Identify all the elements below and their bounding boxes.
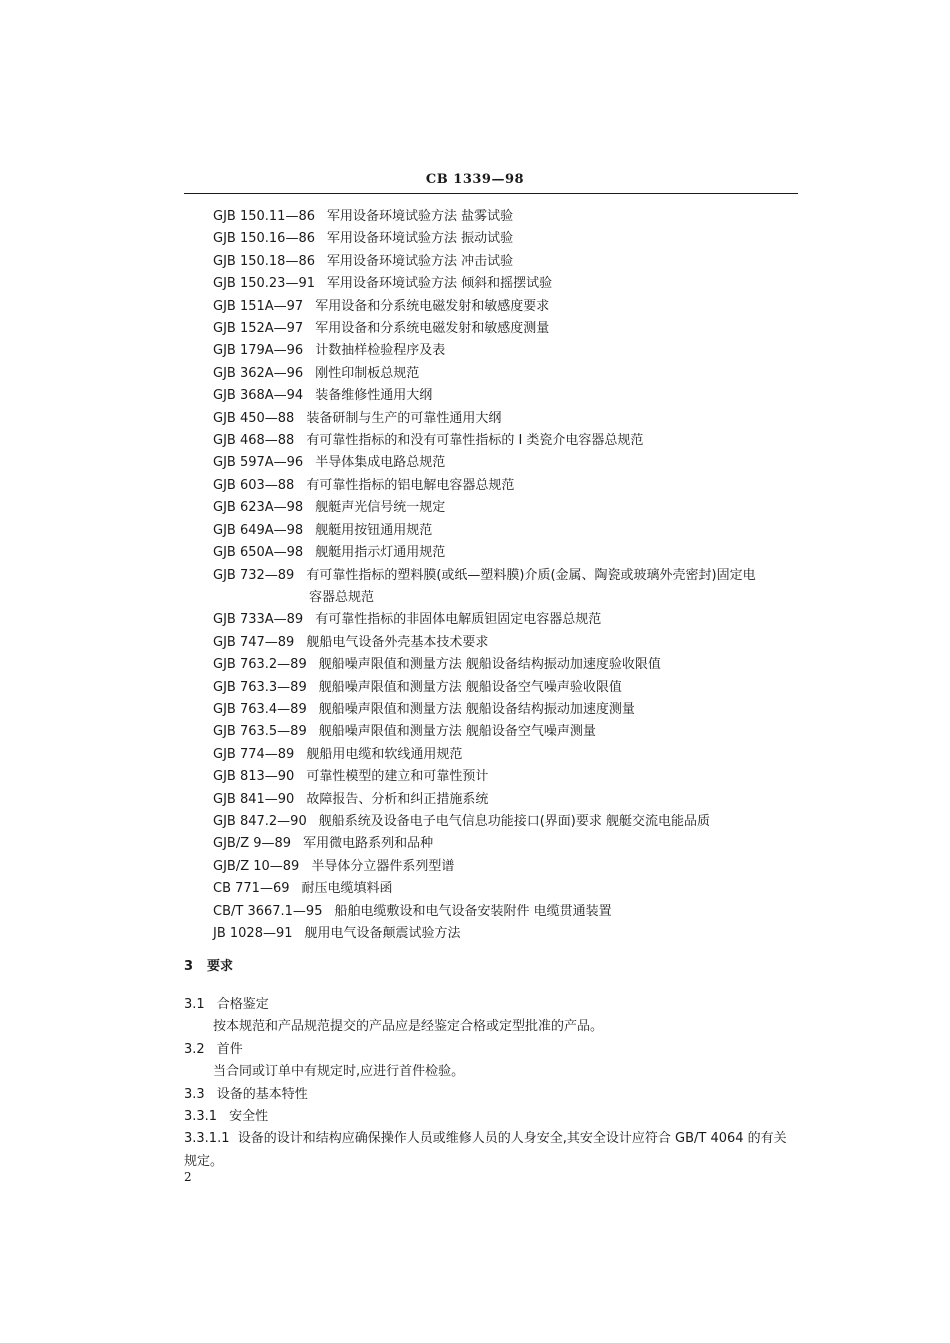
subsection-heading xyxy=(184,1084,804,1106)
clause-text: 设备的设计和结构应确保操作人员或维修人员的人身安全,其安全设计应符合 GB/T 4064 的有关规定。 xyxy=(184,1131,787,1169)
reference-code: GJB 649A—98 xyxy=(213,522,304,538)
reference-code: GJB 603—88 xyxy=(213,477,295,493)
reference-title: 军用微电路系列和品种 xyxy=(303,836,434,852)
reference-title: 舰艇用按钮通用规范 xyxy=(315,522,433,538)
reference-title: 半导体分立器件系列型谱 xyxy=(311,858,455,874)
reference-item xyxy=(213,475,803,497)
reference-code: GJB 150.11—86 xyxy=(213,209,315,224)
header-rule xyxy=(184,193,798,194)
subsection-title: 首件 xyxy=(216,1041,243,1057)
subsection-title: 安全性 xyxy=(229,1109,269,1125)
subsection-heading xyxy=(184,1106,804,1128)
reference-title: 军用设备和分系统电磁发射和敏感度测量 xyxy=(315,321,550,337)
reference-item xyxy=(213,856,803,878)
reference-item xyxy=(213,677,803,699)
reference-code: GJB/Z 9—89 xyxy=(213,836,292,852)
reference-item xyxy=(213,632,803,654)
reference-code: GJB 763.5—89 xyxy=(213,724,307,740)
reference-code: GJB 763.2—89 xyxy=(213,657,307,673)
reference-code: GJB 763.4—89 xyxy=(213,701,307,717)
reference-code: GJB 623A—98 xyxy=(213,500,304,516)
reference-code: GJB 763.3—89 xyxy=(213,679,307,695)
reference-item xyxy=(213,497,803,519)
reference-title: 军用设备环境试验方法 振动试验 xyxy=(327,231,514,247)
reference-code: GJB 150.16—86 xyxy=(213,231,315,247)
reference-item xyxy=(213,833,803,855)
subsection-title: 合格鉴定 xyxy=(216,997,269,1012)
reference-title: 船舶电缆敷设和电气设备安装附件 电缆贯通装置 xyxy=(334,903,612,919)
subsection-title: 设备的基本特性 xyxy=(216,1086,308,1102)
requirements-section xyxy=(184,956,804,1173)
section-title: 要求 xyxy=(207,959,234,974)
reference-item xyxy=(213,744,803,766)
reference-item xyxy=(213,721,803,743)
reference-title-continuation: 容器总规范 xyxy=(309,589,375,605)
reference-code: GJB 732—89 xyxy=(213,567,295,583)
reference-title: 耐压电缆填料函 xyxy=(301,881,393,897)
reference-title: 舰船用电缆和软线通用规范 xyxy=(306,746,463,762)
reference-title: 有可靠性指标的塑料膜(或纸—塑料膜)介质(金属、陶瓷或玻璃外壳密封)固定电 xyxy=(306,567,756,583)
reference-item xyxy=(213,811,803,833)
subsection-number: 3.1 xyxy=(184,997,205,1012)
reference-code: GJB/Z 10—89 xyxy=(213,858,300,874)
reference-code: CB/T 3667.1—95 xyxy=(213,903,323,919)
reference-item xyxy=(213,251,803,273)
reference-title: 有可靠性指标的铝电解电容器总规范 xyxy=(306,477,515,493)
reference-code: GJB 368A—94 xyxy=(213,388,304,404)
reference-title: 军用设备环境试验方法 冲击试验 xyxy=(327,253,514,269)
reference-item xyxy=(213,923,803,945)
subsection-heading xyxy=(184,1039,804,1061)
page-header: CB 1339—98 xyxy=(425,172,525,187)
reference-item xyxy=(213,340,803,362)
reference-item xyxy=(213,609,803,631)
reference-title: 刚性印制板总规范 xyxy=(315,365,420,381)
reference-code: GJB 151A—97 xyxy=(213,298,304,314)
reference-code: CB 771—69 xyxy=(213,881,290,897)
reference-item xyxy=(213,878,803,900)
reference-title: 舰船噪声限值和测量方法 舰船设备空气噪声验收限值 xyxy=(318,679,622,695)
reference-title: 有可靠性指标的非固体电解质钽固定电容器总规范 xyxy=(315,612,602,628)
reference-code: GJB 179A—96 xyxy=(213,343,304,359)
reference-item xyxy=(213,363,803,385)
paragraph: 当合同或订单中有规定时,应进行首件检验。 xyxy=(213,1064,465,1080)
reference-title: 军用设备环境试验方法 倾斜和摇摆试验 xyxy=(327,276,553,292)
reference-code: GJB 152A—97 xyxy=(213,321,304,337)
reference-item xyxy=(213,654,803,676)
page-number: 2 xyxy=(184,1170,192,1184)
paragraph: 按本规范和产品规范提交的产品应是经鉴定合格或定型批准的产品。 xyxy=(213,1019,604,1035)
reference-code: GJB 150.18—86 xyxy=(213,253,315,269)
reference-item xyxy=(213,901,803,923)
reference-title: 舰艇声光信号统一规定 xyxy=(315,500,446,516)
reference-item xyxy=(213,565,803,610)
clause-paragraph xyxy=(184,1128,798,1173)
reference-item xyxy=(213,318,803,340)
reference-title: 舰用电气设备颠震试验方法 xyxy=(304,926,461,941)
reference-item xyxy=(213,452,803,474)
section-heading xyxy=(184,956,804,978)
reference-code: GJB 774—89 xyxy=(213,746,295,762)
reference-title: 舰船电气设备外壳基本技术要求 xyxy=(306,634,489,650)
reference-item xyxy=(213,296,803,318)
reference-title: 舰船噪声限值和测量方法 舰船设备空气噪声测量 xyxy=(318,724,596,740)
reference-item xyxy=(213,206,803,228)
reference-code: GJB 841—90 xyxy=(213,791,295,807)
section-number: 3 xyxy=(184,959,194,974)
reference-code: GJB 597A—96 xyxy=(213,455,304,471)
reference-item xyxy=(213,385,803,407)
clause-number: 3.3.1.1 xyxy=(184,1131,230,1147)
reference-list xyxy=(213,206,803,945)
reference-title: 有可靠性指标的和没有可靠性指标的 I 类瓷介电容器总规范 xyxy=(306,433,644,449)
reference-item xyxy=(213,228,803,250)
reference-item xyxy=(213,766,803,788)
reference-code: GJB 468—88 xyxy=(213,433,295,449)
reference-item xyxy=(213,273,803,295)
reference-title: 半导体集成电路总规范 xyxy=(315,455,446,471)
reference-item xyxy=(213,520,803,542)
reference-item xyxy=(213,699,803,721)
reference-title: 舰船噪声限值和测量方法 舰船设备结构振动加速度验收限值 xyxy=(318,657,661,673)
reference-code: GJB 747—89 xyxy=(213,634,295,650)
reference-code: GJB 450—88 xyxy=(213,410,295,426)
reference-code: GJB 362A—96 xyxy=(213,365,304,381)
reference-item xyxy=(213,430,803,452)
reference-title: 舰船噪声限值和测量方法 舰船设备结构振动加速度测量 xyxy=(318,701,635,717)
subsection-number: 3.3.1 xyxy=(184,1109,218,1125)
reference-item xyxy=(213,408,803,430)
reference-item xyxy=(213,789,803,811)
reference-title: 舰船系统及设备电子电气信息功能接口(界面)要求 舰艇交流电能品质 xyxy=(318,813,710,829)
reference-title: 故障报告、分析和纠正措施系统 xyxy=(306,791,489,807)
reference-title: 可靠性模型的建立和可靠性预计 xyxy=(306,769,489,785)
reference-code: GJB 813—90 xyxy=(213,769,295,785)
reference-item xyxy=(213,542,803,564)
reference-code: GJB 847.2—90 xyxy=(213,813,307,829)
reference-title: 军用设备和分系统电磁发射和敏感度要求 xyxy=(315,298,550,314)
reference-title: 装备维修性通用大纲 xyxy=(315,388,433,404)
reference-code: GJB 650A—98 xyxy=(213,545,304,561)
reference-code: GJB 150.23—91 xyxy=(213,276,315,292)
reference-code: GJB 733A—89 xyxy=(213,612,304,628)
reference-title: 装备研制与生产的可靠性通用大纲 xyxy=(306,410,502,426)
reference-title: 军用设备环境试验方法 盐雾试验 xyxy=(327,209,514,224)
subsection-number: 3.3 xyxy=(184,1086,205,1102)
reference-title: 计数抽样检验程序及表 xyxy=(315,343,446,359)
reference-title: 舰艇用指示灯通用规范 xyxy=(315,545,446,561)
reference-code: JB 1028—91 xyxy=(213,926,293,941)
subsection-number: 3.2 xyxy=(184,1041,205,1057)
subsection-heading xyxy=(184,994,804,1016)
